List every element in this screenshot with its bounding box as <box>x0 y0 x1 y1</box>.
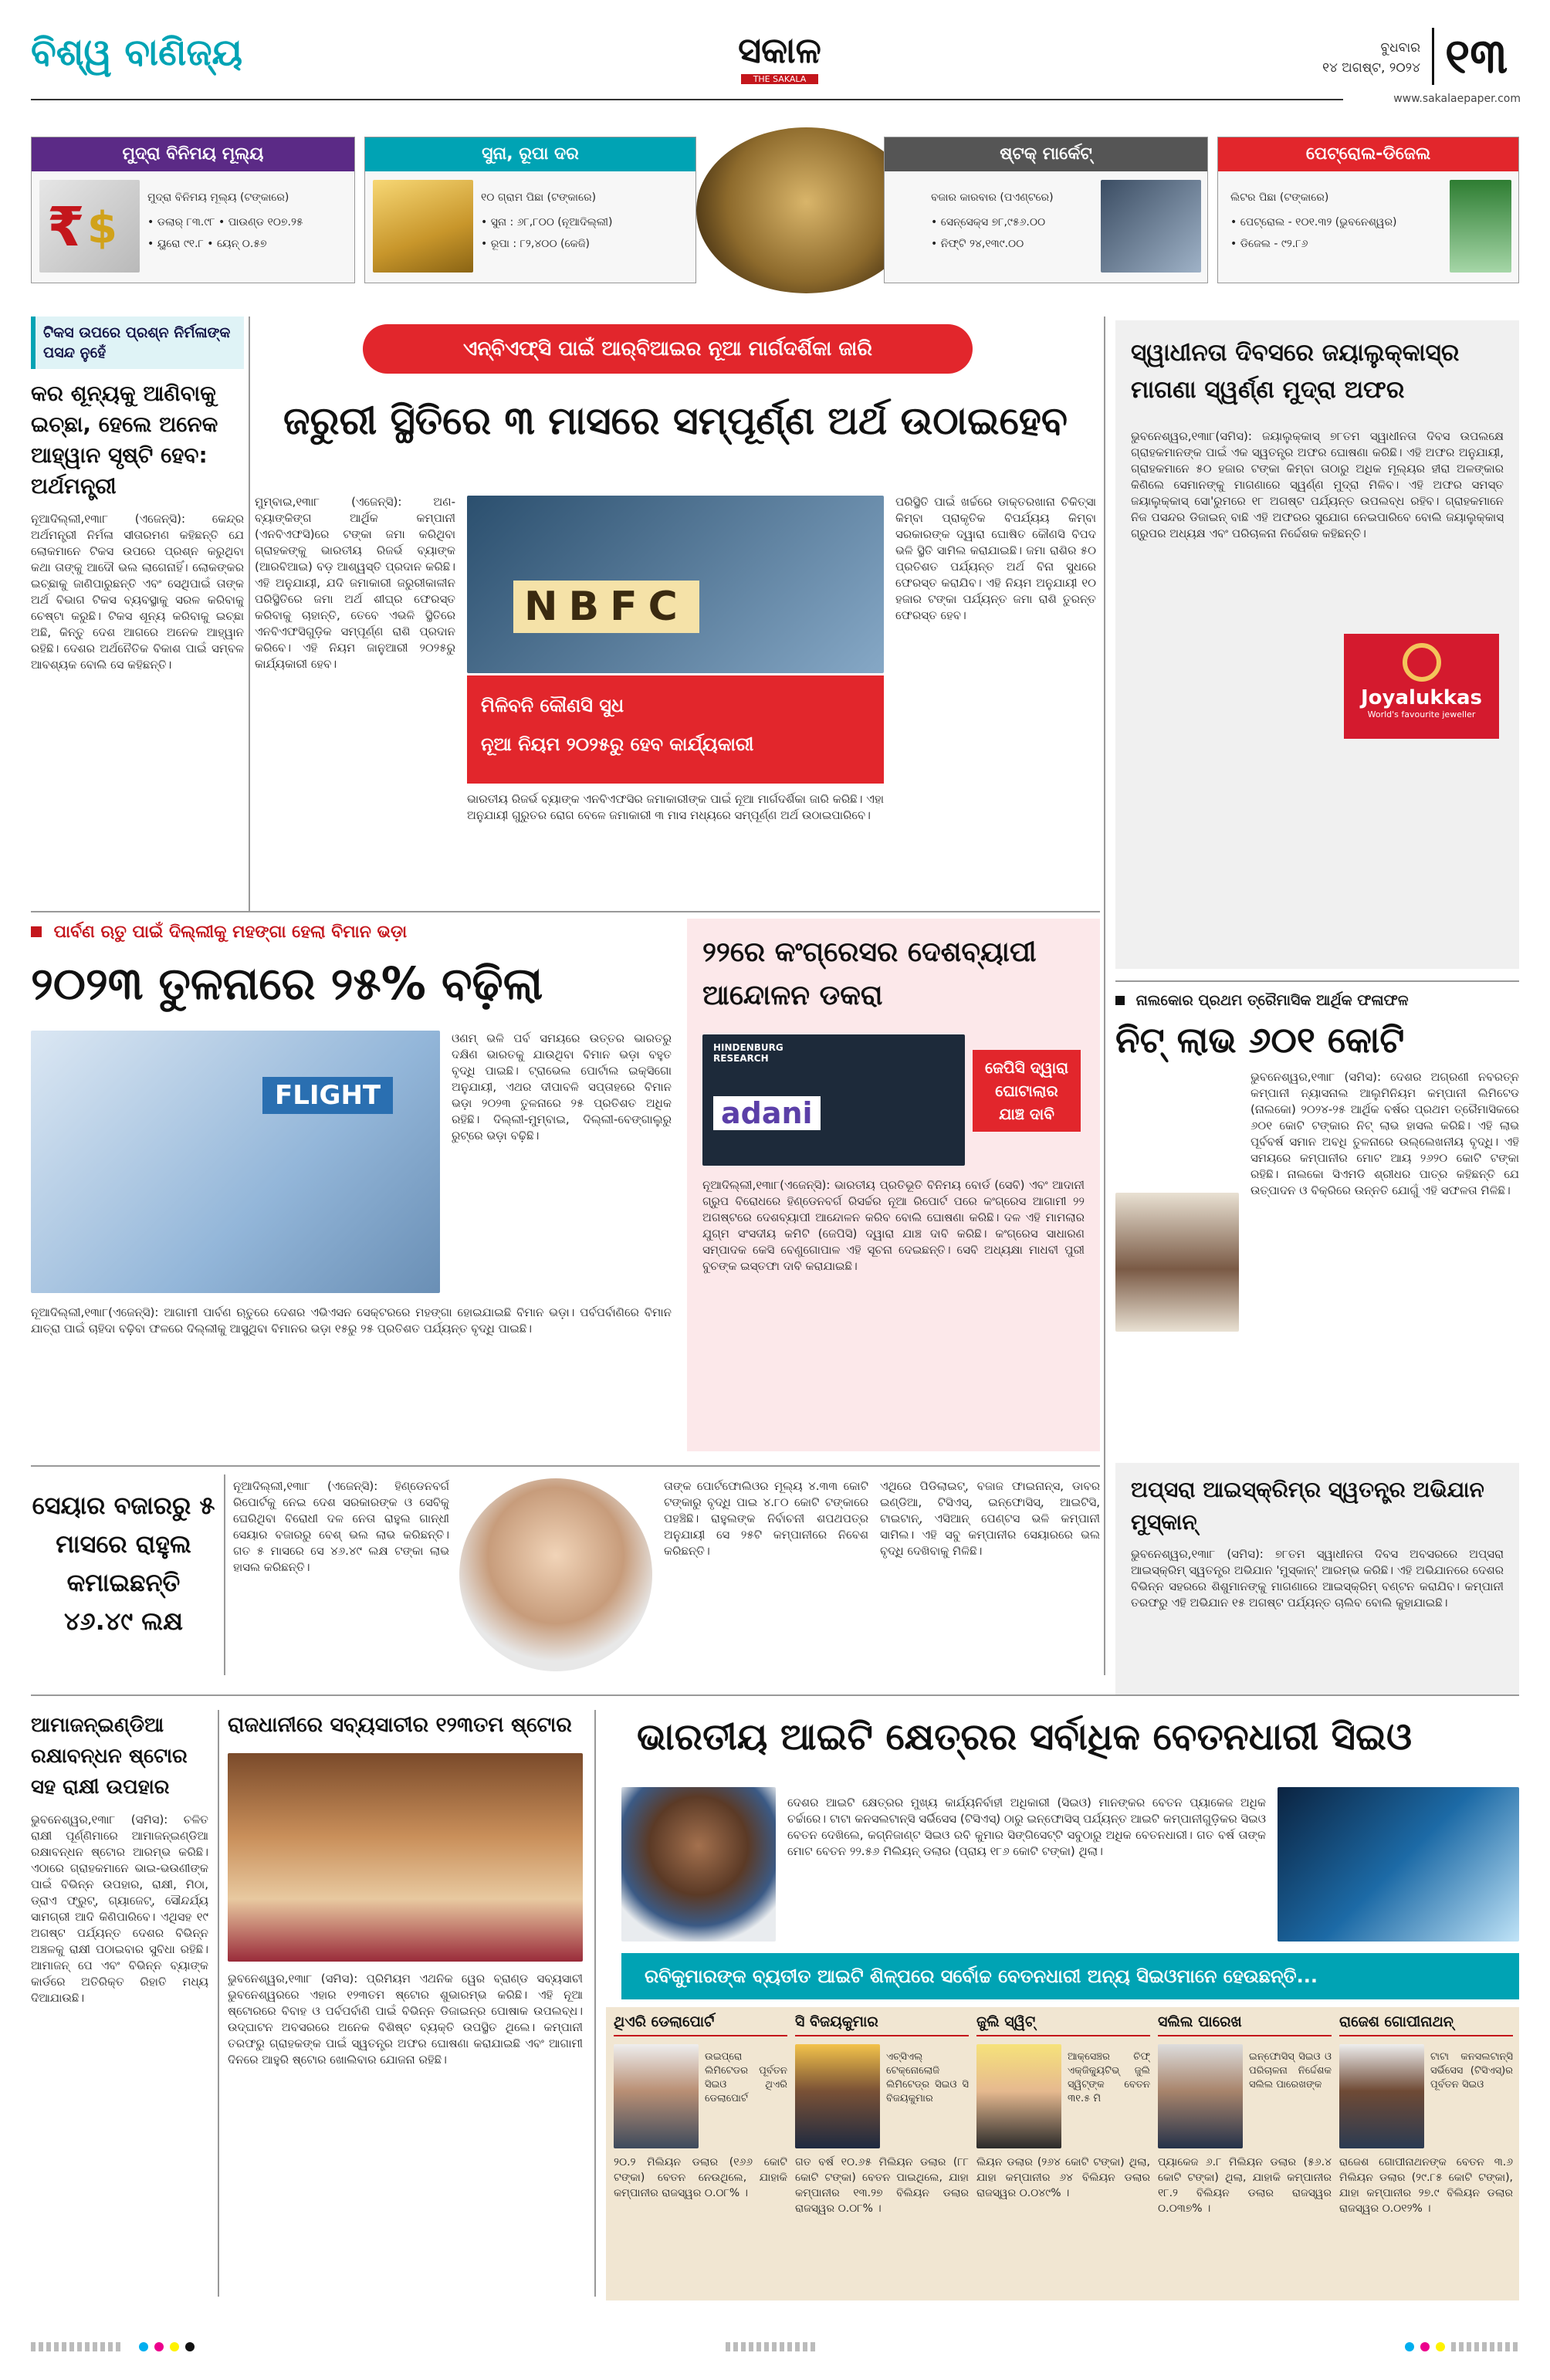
issue-day: ବୁଧବାର <box>1380 40 1420 56</box>
apsara-headline: ଅପ୍‌ସରା ଆଇସ୍‌କ୍ରିମ୍‌ର ସ୍ୱତନ୍ତ୍ର ଅଭିଯାନ ମୁସ୍କାନ୍ <box>1131 1477 1484 1535</box>
forex-sub: ମୁଦ୍ରା ବିନିମୟ ମୂଲ୍ୟ (ଟଙ୍କାରେ) <box>147 191 289 204</box>
amazon-headline: ଆମାଜନ୍‌ଇଣ୍ଡିଆ ରକ୍ଷାବନ୍ଧନ ଷ୍ଟୋର ସହ ରାକ୍ଷୀ ଉପହାର <box>31 1714 188 1799</box>
ceo-card <box>1339 2013 1513 2295</box>
ceo-headline: ଭାରତୀୟ ଆଇଟି କ୍ଷେତ୍ରର ସର୍ବାଧିକ ବେତନଧାରୀ ସିଇଓ <box>637 1715 1413 1759</box>
nbfc-headline: ଜରୁରୀ ସ୍ଥିତିରେ ୩ ମାସରେ ସମ୍ପୂର୍ଣ୍ଣ ଅର୍ଥ ଉଠାଇହେବ <box>283 398 1068 443</box>
stock-box <box>884 137 1208 283</box>
color-swatch <box>31 2342 124 2351</box>
ceo-photo <box>795 2044 880 2148</box>
square-bullet-icon <box>1115 996 1125 1005</box>
ceo-story <box>606 1710 1519 2304</box>
ceo-photo <box>976 2044 1061 2148</box>
forex-box <box>31 137 355 283</box>
rahul-col2: ତାଙ୍କ ପୋର୍ଟଫୋଲିଓର ମୂଲ୍ୟ ୪.୩୩ କୋଟି ଟଙ୍କାରୁ ବୃଦ୍ଧି ପାଇ ୪.୮୦ କୋଟି ଟଙ୍କାରେ ପହଞ୍ଚିଛି। ରାହୁଲଙ୍କ ନିର୍ବାଚନୀ ଶପଥପତ୍ର ଅନୁଯାୟୀ ସେ ୨୫ଟି କମ୍ପାନୀରେ ନିବେଶ କରିଛନ୍ତି। <box>664 1479 868 1558</box>
currency-image: ₹ $ <box>39 180 140 273</box>
stock-sub: ବଜାର କାରବାର (ପଏଣ୍ଟରେ) <box>931 191 1054 204</box>
joy-story <box>1115 320 1519 969</box>
color-swatch <box>170 2342 179 2351</box>
color-swatch <box>154 2342 164 2351</box>
nbfc-story <box>255 317 1096 911</box>
airfare-body-right: ଓଣମ୍ ଭଳି ପର୍ବ ସମୟରେ ଉତ୍ତର ଭାରତରୁ ଦକ୍ଷିଣ ଭାରତକୁ ଯାଉଥିବା ବିମାନ ଭଡ଼ା ବହୁତ ବୃଦ୍ଧି ପାଇଛି। ଟ୍ରାଭେଲ ପୋର୍ଟାଲ ଇକ୍ସିଗୋ ଅନୁଯାୟୀ, ଏଥର ଦୀପାବଳି ସପ୍ତାହରେ ବିମାନ ଭଡ଼ା ୨୦୨୩ ତୁଳନାରେ ୨୫ ପ୍ରତିଶତ ଅଧିକ ରହିଛି। ଦିଲ୍ଲୀ-ମୁମ୍ବାଇ, ଦିଲ୍ଲୀ-ବେଙ୍ଗାଲୁରୁ ରୁଟ୍‌ରେ ଭଡ଼ା ବଢ଼ିଛି। <box>452 1031 672 1143</box>
tech-image <box>1278 1787 1519 1942</box>
ceo-name: ସଲିଲ ପାରେଖ <box>1158 2013 1332 2036</box>
ceo-photo <box>1339 2044 1424 2148</box>
airfare-image-label: FLIGHT <box>262 1077 393 1114</box>
amazon-story <box>31 1710 208 2297</box>
masthead-rule <box>31 99 1343 100</box>
ceo-photo <box>614 2044 699 2148</box>
column-rule <box>594 1710 596 2297</box>
tax-headline: କର ଶୂନ୍ୟକୁ ଆଣିବାକୁ ଇଚ୍ଛା, ହେଲେ ଅନେକ ଆହ୍ୱାନ ସୃଷ୍ଟି ହେବ: ଅର୍ଥମନ୍ତ୍ରୀ <box>31 381 218 499</box>
rahul-story <box>31 1474 1100 1683</box>
column-rule <box>249 317 250 911</box>
website: www.sakalaepaper.com <box>1393 93 1521 105</box>
ceo-name: ରାଜେଶ ଗୋପୀନାଥନ୍ <box>1339 2013 1513 2036</box>
nalco-kicker <box>1115 992 1519 1009</box>
fuel-row: • ପେଟ୍ରୋଲ - ୧୦୧.୩୨ (ଭୁବନେଶ୍ୱର) <box>1230 216 1397 229</box>
tax-body: ନୂଆଦିଲ୍ଲୀ,୧୩ା୮ (ଏଜେନ୍ସି): କେନ୍ଦ୍ର ଅର୍ଥମନ୍ତ୍ରୀ ନିର୍ମଳା ସୀତାରମଣ କହିଛନ୍ତି ଯେ ଲୋକମାନେ ଟିକସ ଉପରେ ପ୍ରଶ୍ନ କରୁଥିବା କଥା ତାଙ୍କୁ ଆଦୌ ଭଲ ଲାଗେନାହିଁ। ଲୋକଙ୍କର ଇଚ୍ଛାକୁ ଜାଣିପାରୁଛନ୍ତି ଏବଂ ସେଥିପାଇଁ ତାଙ୍କ ଅର୍ଥ ବିଭାଗ ଟିକସ ବ୍ୟବସ୍ଥାକୁ ସରଳ କରିବାକୁ ଚେଷ୍ଟା କରୁଛି। ଟିକସ ଶୂନ୍ୟ କରିବାକୁ ଇଚ୍ଛା ଅଛି, କିନ୍ତୁ ଦେଶ ଆଗରେ ଅନେକ ଆହ୍ୱାନ ରହିଛି। ଦେଶର ଅର୍ଥନୈତିକ ବିକାଶ ପାଇଁ ସମ୍ବଳ ଆବଶ୍ୟକ ବୋଲି ସେ କହିଛନ୍ତି। <box>31 512 244 672</box>
section-rule <box>31 911 1100 912</box>
fuel-box <box>1217 137 1519 283</box>
column-rule <box>224 1474 225 1675</box>
heart-icon <box>1403 643 1441 682</box>
masthead-logo: ସକାଳ <box>738 29 821 71</box>
ceo-card <box>795 2013 969 2295</box>
ceo-role: ଆକ୍‌ସେଞ୍ଚର ଚିଫ୍ ଏକ୍‌ଜିକ୍ୟୁଟିଭ୍ ଜୁଲି ସ୍ୱିଟ୍‌ଙ୍କ ବେତନ ୩୧.୫ ମି <box>1068 2051 1150 2104</box>
ceo-card <box>1158 2013 1332 2295</box>
nbfc-image-label: NBFC <box>513 581 699 633</box>
masthead <box>0 0 1550 127</box>
color-swatch <box>1436 2342 1445 2351</box>
nbfc-banner: ଏନ୍‌ବିଏଫ୍‌ସି ପାଇଁ ଆର୍‌ବିଆଇର ନୂଆ ମାର୍ଗଦର୍ଶିକା ଜାରି <box>363 324 973 374</box>
ceo-text: ପ୍ୟାକେଜ ୬.୮ ମିଲିୟନ ଡଲାର (୫୬.୪ କୋଟି ଟଙ୍କା) ଥିଲା, ଯାହାକି କମ୍ପାନୀର ୧୮.୨ ବିଲିୟନ ଡଲାର ରାଜସ୍ୱର ୦.୦୩୭% । <box>1158 2156 1332 2215</box>
fuel-sub: ଲିଟର ପିଛା (ଟଙ୍କାରେ) <box>1230 191 1329 204</box>
apsara-body: ଭୁବନେଶ୍ୱର,୧୩ା୮ (ସମିସ): ୭୮ତମ ସ୍ୱାଧୀନତା ଦିବସ ଅବସରରେ ଅପ୍‌ସରା ଆଇସ୍‌କ୍ରିମ୍ ସ୍ୱତନ୍ତ୍ର ଅଭିଯାନ 'ମୁସ୍କାନ୍' ଆରମ୍ଭ କରିଛି। ଏହି ଅଭିଯାନରେ ଦେଶର ବିଭିନ୍ନ ସହରରେ ଶିଶୁମାନଙ୍କୁ ମାଗଣାରେ ଆଇସ୍‌କ୍ରିମ୍ ବଣ୍ଟନ କରାଯିବ। କମ୍ପାନୀ ତରଫରୁ ଏହି ଅଭିଯାନ ୧୫ ଅଗଷ୍ଟ ପର୍ଯ୍ୟନ୍ତ ଚାଲିବ ବୋଲି କୁହାଯାଇଛି। <box>1131 1547 1504 1610</box>
ceo-name: ସି ବିଜୟକୁମାର <box>795 2013 969 2036</box>
apsara-story <box>1115 1463 1519 1694</box>
airfare-kicker <box>31 923 672 942</box>
stock-title: ଷ୍ଟକ୍ ମାର୍କେଟ୍ <box>885 137 1207 171</box>
tax-story <box>31 317 244 911</box>
store-headline: ରାଜଧାନୀରେ ସବ୍ୟସାଚୀର ୧୨୩ତମ ଷ୍ଟୋର <box>228 1713 572 1737</box>
congress-tag: ଜେପିସି ଦ୍ୱାରା ଘୋଟାଲାର ଯାଞ୍ଚ ଦାବି <box>973 1050 1081 1132</box>
joy-headline: ସ୍ୱାଧୀନତା ଦିବସରେ ଜୟାଲୁକ୍କାସ୍‌ର ମାଗଣା ସ୍ୱର୍ଣ୍ଣ ମୁଦ୍ରା ଅଫର <box>1131 339 1460 404</box>
color-swatch <box>1405 2342 1414 2351</box>
gold-box <box>364 137 696 283</box>
gold-title: ସୁନା, ରୂପା ଦର <box>365 137 695 171</box>
color-swatch <box>1420 2342 1430 2351</box>
stock-row: • ନିଫ୍ଟି ୨୪,୧୩୯.୦୦ <box>931 238 1024 250</box>
ravi-kumar-photo <box>621 1787 776 1942</box>
congress-body: ନୂଆଦିଲ୍ଲୀ,୧୩ା୮(ଏଜେନ୍ସି): ଭାରତୀୟ ପ୍ରତିଭୂତି ବିନିମୟ ବୋର୍ଡ (ସେବି) ଏବଂ ଆଦାନୀ ଗ୍ରୁପ ବିରୋଧରେ ହିଣ୍ଡେନବର୍ଗ ରିସର୍ଚ୍ଚର ନୂଆ ରିପୋର୍ଟ ପରେ କଂଗ୍ରେସ ଆଗାମୀ ୨୨ ଅଗଷ୍ଟରେ ଦେଶବ୍ୟାପୀ ଆନ୍ଦୋଳନ କରିବ ବୋଲି ଘୋଷଣା କରିଛି। ଦଳ ଏହି ମାମଲାର ଯୁଗ୍ମ ସଂସଦୀୟ କମିଟି (ଜେପିସି) ଦ୍ୱାରା ଯାଞ୍ଚ ଦାବି କରିଛି। କଂଗ୍ରେସ ସାଧାରଣ ସମ୍ପାଦକ କେସି ବେଣୁଗୋପାଳ ଏହି ସୂଚନା ଦେଇଛନ୍ତି। ସେବି ଅଧ୍ୟକ୍ଷା ମାଧବୀ ପୁରୀ ବୁଚଙ୍କ ଇସ୍ତଫା ଦାବି କରାଯାଇଛି। <box>702 1178 1085 1273</box>
ceo-role: ଟାଟା କନସଲଟାନ୍ସି ସର୍ଭିସେସ (ଟିସିଏସ୍)ର ପୂର୍ବତନ ସିଇଓ <box>1430 2051 1513 2091</box>
issue-date: ୧୪ ଅଗଷ୍ଟ, ୨୦୨୪ <box>1322 60 1420 76</box>
gold-row: • ସୁନା : ୬୮,୮୦୦ (ନୂଆଦିଲ୍ଲୀ) <box>481 216 613 229</box>
stock-row: • ସେନ୍‌ସେକ୍ସ ୭୮,୯୫୬.୦୦ <box>931 216 1046 229</box>
ceo-photo <box>1158 2044 1243 2148</box>
market-strip <box>31 127 1519 293</box>
adani-label: adani <box>713 1096 821 1130</box>
forex-row: • ୟୁରୋ ୯୧.୮ • ୟେନ୍ ୦.୫୭ <box>147 238 267 250</box>
rahul-headline: ସେୟାର ବଜାରରୁ ୫ ମାସରେ ରାହୁଲ କମାଇଛନ୍ତି ୪୬.୪୯ ଲକ୍ଷ <box>32 1491 215 1636</box>
forex-title: ମୁଦ୍ରା ବିନିମୟ ମୂଲ୍ୟ <box>32 137 354 171</box>
ceo-cards <box>606 2007 1519 2300</box>
ceo-name: ଥିଏରି ଡେଲାପୋର୍ଟ <box>614 2013 787 2036</box>
color-swatch <box>726 2342 818 2351</box>
nbfc-col1: ମୁମ୍ବାଇ,୧୩ା୮ (ଏଜେନ୍ସି): ଅଣ-ବ୍ୟାଙ୍କିଙ୍ଗ ଆର୍ଥିକ କମ୍ପାନୀ (ଏନବିଏଫସି)ରେ ଟଙ୍କା ଜମା କରିଥିବା ଗ୍ରାହକଙ୍କୁ ଭାରତୀୟ ରିଜର୍ଭ ବ୍ୟାଙ୍କ (ଆରବିଆଇ) ବଡ଼ ଆଶ୍ୱସ୍ତି ପ୍ରଦାନ କରିଛି। ଏହି ଅନୁଯାୟୀ, ଯଦି ଜମାକାରୀ ଜରୁରୀକାଳୀନ ପରିସ୍ଥିତିରେ ଜମା ଅର୍ଥ ଶୀଘ୍ର ଫେରସ୍ତ କରିବାକୁ ଚାହାନ୍ତି, ତେବେ ଏଭଳି ସ୍ଥିତିରେ ଏନବିଏଫସିଗୁଡ଼ିକ ସମ୍ପୂର୍ଣ୍ଣ ରାଶି ପ୍ରଦାନ କରିବେ। ଏହି ନିୟମ ଜାନୁଆରୀ ୨୦୨୫ରୁ କାର୍ଯ୍ୟକାରୀ ହେବ। <box>255 495 455 671</box>
ceo-name: ଜୁଲି ସ୍ୱିଟ୍ <box>976 2013 1150 2036</box>
rahul-col3: ଏଥିରେ ପିଡିଲାଇଟ୍, ବଜାଜ ଫାଇନାନ୍ସ, ଡାବର ଇଣ୍ଡିଆ, ଟିସିଏସ୍, ଇନ୍‌ଫୋସିସ୍, ଆଇଟିସି, ଟାଇଟାନ୍, ଏସିଆନ୍ ପେଣ୍ଟସ ଭଳି କମ୍ପାନୀ ସାମିଲ। ଏହି ସବୁ କମ୍ପାନୀର ସେୟାରରେ ଭଲ ବୃଦ୍ଧି ଦେଖିବାକୁ ମିଳିଛି। <box>880 1479 1100 1558</box>
ceo-text: ୨୦.୨ ମିଲିୟନ ଡଲାର (୧୬୬ କୋଟି ଟଙ୍କା) ବେତନ ନେଉଥିଲେ, ଯାହାକି କମ୍ପାନୀର ରାଜସ୍ୱର ୦.୦୮% । <box>614 2156 787 2199</box>
section-title: ବିଶ୍ୱ ବାଣିଜ୍ୟ <box>31 31 243 74</box>
airfare-body-bottom: ନୂଆଦିଲ୍ଲୀ,୧୩ା୮(ଏଜେନ୍ସି): ଆଗାମୀ ପାର୍ବଣ ଋତୁରେ ଦେଶର ଏଭିଏସନ ସେକ୍ଟରରେ ମହଙ୍ଗା ହୋଇଯାଇଛି ବିମାନ ଭଡ଼ା। ପର୍ବପର୍ବାଣିରେ ବିମାନ ଯାତ୍ରା ପାଇଁ ଚାହିଦା ବଢ଼ିବା ଫଳରେ ଦିଲ୍ଲୀକୁ ଆସୁଥିବା ବିମାନର ଭଡ଼ା ୧୫ରୁ ୨୫ ପ୍ରତିଶତ ପର୍ଯ୍ୟନ୍ତ ବୃଦ୍ଧି ପାଇଛି। <box>31 1305 672 1336</box>
airfare-story <box>31 923 672 1455</box>
nalco-photo <box>1115 1193 1239 1332</box>
joy-logo-sub: World's favourite jeweller <box>1367 709 1476 719</box>
section-rule <box>31 1694 1519 1696</box>
fuel-pump-image <box>1450 180 1511 273</box>
nbfc-col3: ପରିସ୍ଥିତି ପାଇଁ ଖର୍ଚ୍ଚରେ ଡାକ୍ତରଖାନା ଚିକିତ୍ସା କିମ୍ବା ପ୍ରାକୃତିକ ବିପର୍ଯ୍ୟୟ କିମ୍ବା ସରକାରଙ୍କ ଦ୍ୱାରା ଘୋଷିତ କୌଣସି ବିପଦ ଭଳି ସ୍ଥିତି ସାମିଲ କରାଯାଇଛି। ଜମା ରାଶିର ୫୦ ପ୍ରତିଶତ ପର୍ଯ୍ୟନ୍ତ ଅର୍ଥ ବିନା ସୁଧରେ ଫେରସ୍ତ କରାଯିବ। ଏହି ନିୟମ ଅନୁଯାୟୀ ୧୦ ହଜାର ଟଙ୍କା ପର୍ଯ୍ୟନ୍ତ ଜମା ରାଶି ତୁରନ୍ତ ଫେରସ୍ତ ହେବ। <box>895 495 1096 622</box>
joy-logo <box>1339 629 1504 743</box>
column-rule <box>218 1710 219 2297</box>
square-bullet-icon <box>31 926 42 937</box>
joy-logo-name: Joyalukkas <box>1360 686 1483 709</box>
airfare-headline: ୨୦୨୩ ତୁଳନାରେ ୨୫% ବଢ଼ିଲା <box>31 957 543 1010</box>
rahul-col1: ନୂଆଦିଲ୍ଲୀ,୧୩ା୮ (ଏଜେନ୍ସି): ହିଣ୍ଡେନବର୍ଗ ରିପୋର୍ଟକୁ ନେଇ ଦେଶ ସରକାରଙ୍କ ଓ ସେବିକୁ ଘେରିଥିବା ବିରୋଧୀ ଦଳ ନେତା ରାହୁଲ ଗାନ୍ଧୀ ସେୟାର ବଜାରରୁ ବେଶ୍ ଭଲ ଲାଭ କରିଛନ୍ତି। ଗତ ୫ ମାସରେ ସେ ୪୬.୪୯ ଲକ୍ଷ ଟଙ୍କା ଲାଭ ହାସଲ କରିଛନ୍ତି। <box>233 1479 449 1574</box>
store-body: ଭୁବନେଶ୍ୱର,୧୩ା୮ (ସମିସ): ପ୍ରିମିୟମ ଏଥନିକ ୱେର ବ୍ରାଣ୍ଡ ସବ୍ୟସାଚୀ ଭୁବନେଶ୍ୱରରେ ଏହାର ୧୨୩ତମ ଷ୍ଟୋର ଶୁଭାରମ୍ଭ କରିଛି। ଏହି ନୂଆ ଷ୍ଟୋରରେ ବିବାହ ଓ ପର୍ବପର୍ବାଣି ପାଇଁ ବିଭିନ୍ନ ଡିଜାଇନ୍‌ର ପୋଷାକ ଉପଲବ୍ଧ। ଉଦ୍‌ଘାଟନ ଅବସରରେ ଅନେକ ବିଶିଷ୍ଟ ବ୍ୟକ୍ତି ଉପସ୍ଥିତ ଥିଲେ। କମ୍ପାନୀ ତରଫରୁ ଗ୍ରାହକଙ୍କ ପାଇଁ ସ୍ୱତନ୍ତ୍ର ଅଫର ଘୋଷଣା କରାଯାଇଛି ଏବଂ ଆଗାମୀ ଦିନରେ ଆହୁରି ଷ୍ଟୋର ଖୋଲିବାର ଯୋଜନା ରହିଛି। <box>228 1972 583 2067</box>
nbfc-image <box>467 496 884 673</box>
hindenburg-label: HINDENBURG RESEARCH <box>713 1042 783 1064</box>
nalco-headline: ନିଟ୍ ଲାଭ ୬୦୧ କୋଟି <box>1115 1019 1405 1061</box>
ceo-card <box>614 2013 787 2295</box>
nbfc-col2: ଭାରତୀୟ ରିଜର୍ଭ ବ୍ୟାଙ୍କ ଏନବିଏଫସିର ଜମାକାରୀଙ୍କ ପାଇଁ ନୂଆ ମାର୍ଗଦର୍ଶିକା ଜାରି କରିଛି। ଏହା ଅନୁଯାୟୀ ଗୁରୁତର ରୋଗ ବେଳେ ଜମାକାରୀ ୩ ମାସ ମଧ୍ୟରେ ସମ୍ପୂର୍ଣ୍ଣ ଅର୍ଥ ଉଠାଇପାରିବେ। <box>467 792 884 822</box>
color-swatch <box>185 2342 195 2351</box>
airfare-image <box>31 1031 440 1293</box>
ceo-text: ରାଜେଶ ଗୋପୀନାଥନଙ୍କ ବେତନ ୩.୬ ମିଲିୟନ ଡଲାର (୨୯.୮୫ କୋଟି ଟଙ୍କା), ଯାହା କମ୍ପାନୀର ୨୭.୯ ବିଲିୟନ ଡଲାର ରାଜସ୍ୱର ୦.୦୧୨% । <box>1339 2156 1513 2215</box>
gold-row: • ରୂପା : ୮୨,୪୦୦ (କେଜି) <box>481 238 590 250</box>
ceo-role: ଇନ୍‌ଫୋସିସ୍ ସିଇଓ ଓ ପରିଚାଳନା ନିର୍ଦ୍ଦେଶକ ସଲିଲ ପାରେଖଙ୍କ <box>1249 2051 1332 2091</box>
color-swatch <box>139 2342 148 2351</box>
nalco-story <box>1115 992 1519 1440</box>
store-story <box>228 1710 583 2297</box>
congress-headline: ୨୨ରେ କଂଗ୍ରେସର ଦେଶବ୍ୟାପୀ ଆନ୍ଦୋଳନ ଡକରା <box>702 936 1037 1011</box>
section-rule <box>31 1465 1100 1467</box>
nbfc-point: ନୂଆ ନିୟମ ୨୦୨୫ରୁ ହେବ କାର୍ଯ୍ୟକାରୀ <box>481 733 754 755</box>
ceo-text: ଗତ ବର୍ଷ ୧୦.୬୫ ମିଲିୟନ ଡଲାର (୮୮ କୋଟି ଟଙ୍କା) ବେତନ ପାଇଥିଲେ, ଯାହା କମ୍ପାନୀର ୧୩.୨୭ ବିଲିୟନ ଡଲାର ରାଜସ୍ୱର ୦.୦୮% । <box>795 2156 969 2215</box>
airfare-kicker-text: ପାର୍ବଣ ଋତୁ ପାଇଁ ଦିଲ୍ଲୀକୁ ମହଙ୍ଗା ହେଲା ବିମାନ ଭଡ଼ା <box>53 923 408 942</box>
page-number: ୧୩ <box>1432 28 1525 85</box>
nbfc-point: ମିଳିବନି କୌଣସି ସୁଧ <box>481 695 624 716</box>
masthead-logo-sub: THE SAKALA <box>741 74 818 84</box>
stock-board-image <box>1101 180 1201 273</box>
joy-body: ଭୁବନେଶ୍ୱର,୧୩ା୮(ସମିସ): ଜୟାଲୁକ୍କାସ୍ ୭୮ତମ ସ୍ୱାଧୀନତା ଦିବସ ଉପଲକ୍ଷେ ଗ୍ରାହକମାନଙ୍କ ପାଇଁ ଏକ ସ୍ୱତନ୍ତ୍ର ଅଫର ଘୋଷଣା କରିଛି। ଏହି ଅଫର ଅନୁଯାୟୀ, ଗ୍ରାହକମାନେ ୫୦ ହଜାର ଟଙ୍କା କିମ୍ବା ତାଠାରୁ ଅଧିକ ମୂଲ୍ୟର ହୀରା ଅଳଙ୍କାର କିଣିଲେ ସେମାନଙ୍କୁ ମାଗଣାରେ ସ୍ୱର୍ଣ୍ଣ ମୁଦ୍ରା ମିଳିବ। ଏହି ଅଫର ସମସ୍ତ ଜୟାଲୁକ୍କାସ୍ ସୋ'ରୁମରେ ୧୮ ଅଗଷ୍ଟ ପର୍ଯ୍ୟନ୍ତ ଉପଲବ୍ଧ ରହିବ। ଗ୍ରାହକମାନେ ନିଜ ପସନ୍ଦର ଡିଜାଇନ୍ ବାଛି ଏହି ଅଫରର ସୁଯୋଗ ନେଇପାରିବେ ବୋଲି ଜୟାଲୁକ୍କାସ୍ ଗ୍ରୁପର ଅଧ୍ୟକ୍ଷ ଏବଂ ପରିଚାଳନା ନିର୍ଦ୍ଦେଶକ କହିଛନ୍ତି। <box>1131 429 1504 540</box>
column-rule <box>1104 317 1105 1675</box>
fuel-row: • ଡିଜେଲ - ୯୨.୮୬ <box>1230 238 1308 250</box>
gold-sub: ୧୦ ଗ୍ରାମ ପିଛା (ଟଙ୍କାରେ) <box>481 191 597 204</box>
fuel-title: ପେଟ୍ରୋଲ-ଡିଜେଲ <box>1218 137 1518 171</box>
ceo-role: ଏଚ୍‌ସିଏଲ୍ ଟେକ୍ନୋଲୋଜି ଲିମିଟେଡ୍‌ର ସିଇଓ ସି ବିଜୟକୁମାର <box>886 2051 969 2104</box>
ceo-role: ଉଇପ୍ରୋ ଲିମିଟେଡର ପୂର୍ବତନ ସିଇଓ ଥିଏରି ଡେଲାପୋର୍ଟ <box>705 2051 787 2104</box>
gold-bars-image <box>373 180 473 273</box>
print-color-bar <box>31 2339 1519 2355</box>
store-photo <box>228 1753 583 1962</box>
ceo-body: ଦେଶର ଆଇଟି କ୍ଷେତ୍ରର ମୁଖ୍ୟ କାର୍ଯ୍ୟନିର୍ବାହୀ ଅଧିକାରୀ (ସିଇଓ) ମାନଙ୍କର ବେତନ ପ୍ୟାକେଜ ଅଧିକ ଚର୍ଚ୍ଚାରେ। ଟାଟା କନସଲଟାନ୍ସି ସର୍ଭିସେସ (ଟିସିଏସ୍) ଠାରୁ ଇନ୍‌ଫୋସିସ୍ ପର୍ଯ୍ୟନ୍ତ ଆଇଟି କମ୍ପାନୀଗୁଡ଼ିକର ସିଇଓ ବେତନ ଦେଖିଲେ, କଗ୍ନିଜାଣ୍ଟ ସିଇଓ ରବି କୁମାର ସିଙ୍ଗିସେଟ୍ଟି ସବୁଠାରୁ ଅଧିକ ବେତନଧାରୀ। ଗତ ବର୍ଷ ତାଙ୍କ ମୋଟ ବେତନ ୨୨.୫୬ ମିଲିୟନ୍ ଡଲାର (ପ୍ରାୟ ୧୮୬ କୋଟି ଟଙ୍କା) ଥିଲା। <box>787 1796 1266 1858</box>
ceo-text: ଲିୟନ ଡଲାର (୨୬୪ କୋଟି ଟଙ୍କା) ଥିଲା, ଯାହା କମ୍ପାନୀର ୬୪ ବିଲିୟନ ଡଲାର ରାଜସ୍ୱର ୦.୦୪୯% । <box>976 2156 1150 2199</box>
tax-kicker: ଟିକସ ଉପରେ ପ୍ରଶ୍ନ ନିର୍ମଳାଙ୍କ ପସନ୍ଦ ନୁହେଁ <box>31 317 244 369</box>
forex-row: • ଡଲାର୍ ୮୩.୯୮ • ପାଉଣ୍ଡ ୧୦୭.୨୫ <box>147 216 303 229</box>
congress-image <box>702 1034 965 1166</box>
amazon-body: ଭୁବନେଶ୍ୱର,୧୩ା୮ (ସମିସ): ଚଳିତ ରାକ୍ଷୀ ପୂର୍ଣ୍ଣିମାରେ ଆମାଜନ୍‌ଇଣ୍ଡିଆ ରକ୍ଷାବନ୍ଧନ ଷ୍ଟୋର ଆରମ୍ଭ କରିଛି। ଏଠାରେ ଗ୍ରାହକମାନେ ଭାଇ-ଭଉଣୀଙ୍କ ପାଇଁ ବିଭିନ୍ନ ଉପହାର, ରାକ୍ଷୀ, ମିଠା, ଡ୍ରାଏ ଫ୍ରୁଟ୍, ଗ୍ୟାଜେଟ୍, ସୌନ୍ଦର୍ଯ୍ୟ ସାମଗ୍ରୀ ଆଦି କିଣିପାରିବେ। ଏଥିସହ ୧୯ ଅଗଷ୍ଟ ପର୍ଯ୍ୟନ୍ତ ଦେଶର ବିଭିନ୍ନ ଅଞ୍ଚଳକୁ ରାକ୍ଷୀ ପଠାଇବାର ସୁବିଧା ରହିଛି। ଆମାଜନ୍ ପେ ଏବଂ ବିଭିନ୍ନ ବ୍ୟାଙ୍କ କାର୍ଡରେ ଅତିରିକ୍ତ ରିହାତି ମଧ୍ୟ ଦିଆଯାଉଛି। <box>31 1813 208 2005</box>
rahul-photo <box>459 1478 652 1671</box>
section-rule <box>1115 980 1519 982</box>
congress-story <box>687 919 1100 1451</box>
ceo-subbar: ରବିକୁମାରଙ୍କ ବ୍ୟତୀତ ଆଇଟି ଶିଳ୍ପରେ ସର୍ବୋଚ୍ଚ ବେତନଧାରୀ ଅନ୍ୟ ସିଇଓମାନେ ହେଉଛନ୍ତି... <box>621 1953 1519 1999</box>
nalco-kicker-text: ନାଲକୋର ପ୍ରଥମ ତ୍ରୈମାସିକ ଆର୍ଥିକ ଫଳାଫଳ <box>1135 992 1409 1009</box>
nalco-body: ଭୁବନେଶ୍ୱର,୧୩ା୮ (ସମିସ): ଦେଶର ଅଗ୍ରଣୀ ନବରତ୍ନ କମ୍ପାନୀ ନ୍ୟାସନାଲ ଆଲୁମିନିୟମ କମ୍ପାନୀ ଲିମିଟେଡ (ନାଲକୋ) ୨୦୨୪-୨୫ ଆର୍ଥିକ ବର୍ଷର ପ୍ରଥମ ତ୍ରୈମାସିକରେ ୬୦୧ କୋଟି ଟଙ୍କାର ନିଟ୍ ଲାଭ ହାସଲ କରିଛି। ଏହି ଲାଭ ପୂର୍ବବର୍ଷ ସମାନ ଅବଧି ତୁଳନାରେ ଉଲ୍ଲେଖନୀୟ ବୃଦ୍ଧି। ଏହି ସମୟରେ କମ୍ପାନୀର ମୋଟ ଆୟ ୨୬୨୦ କୋଟି ଟଙ୍କା ରହିଛି। ନାଲକୋ ସିଏମଡି ଶ୍ରୀଧର ପାତ୍ର କହିଛନ୍ତି ଯେ ଉତ୍ପାଦନ ଓ ବିକ୍ରିରେ ଉନ୍ନତି ଯୋଗୁଁ ଏହି ସଫଳତା ମିଳିଛି। <box>1250 1070 1519 1197</box>
nbfc-points <box>467 675 884 784</box>
ceo-card <box>976 2013 1150 2295</box>
color-swatch <box>1451 2342 1519 2351</box>
